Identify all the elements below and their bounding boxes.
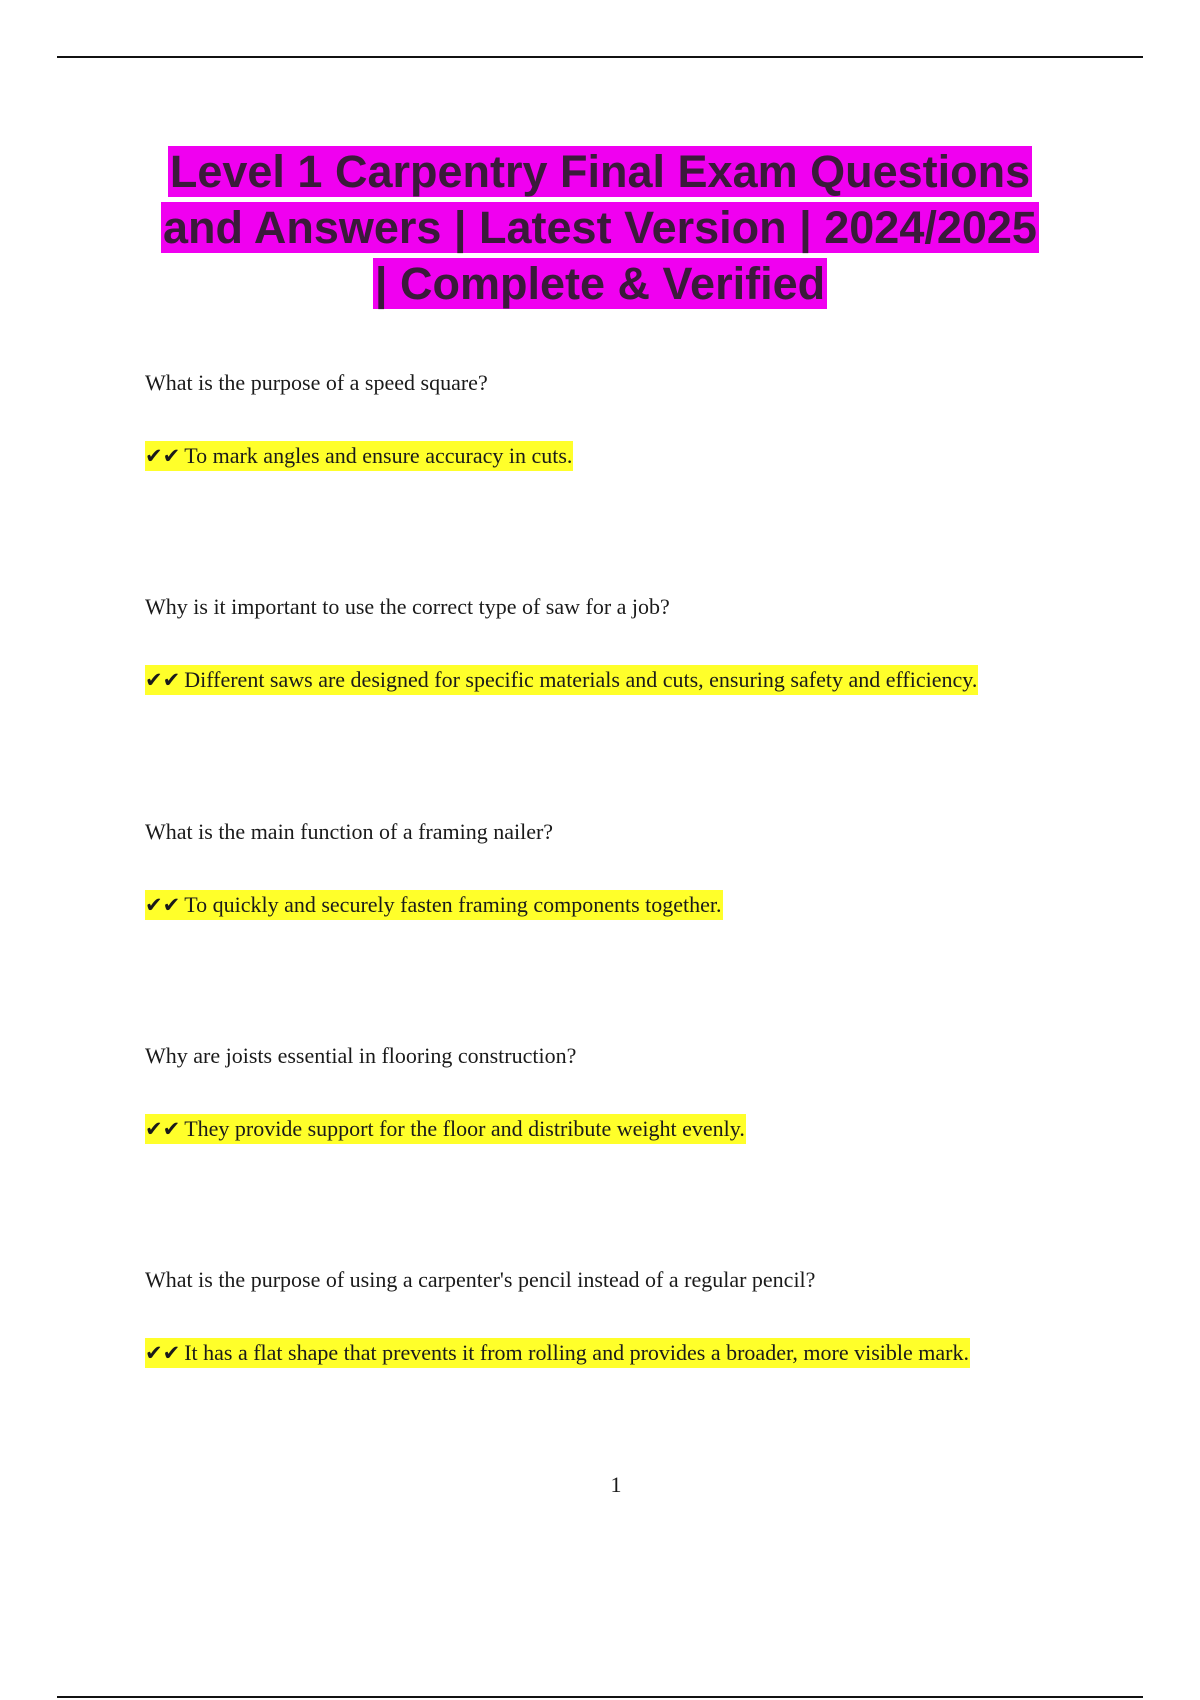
- double-check-icon: ✔✔: [145, 893, 181, 917]
- answer-text: They provide support for the floor and distribute weight evenly.: [184, 1116, 745, 1141]
- bottom-rule: [57, 1696, 1143, 1698]
- qa-item: [145, 1266, 1095, 1365]
- double-check-icon: ✔✔: [145, 1341, 181, 1365]
- double-check-icon: ✔✔: [145, 444, 181, 468]
- document-title: [110, 144, 1090, 312]
- qa-item: [145, 818, 1095, 917]
- top-rule: [57, 56, 1143, 58]
- answer-line: [145, 1114, 746, 1144]
- qa-item: [145, 1042, 1095, 1141]
- title-line-1: Level 1 Carpentry Final Exam Questions: [169, 146, 1031, 197]
- qa-item: [145, 369, 1095, 468]
- title-line-2: and Answers | Latest Version | 2024/2025: [163, 202, 1037, 253]
- title-line-3: | Complete & Verified: [374, 258, 826, 309]
- answer-text: To mark angles and ensure accuracy in cuts.: [184, 443, 573, 468]
- qa-item: [145, 593, 1095, 692]
- answer-text: It has a flat shape that prevents it from rolling and provides a broader, more visible mark.: [184, 1340, 969, 1365]
- answer-text: Different saws are designed for specific materials and cuts, ensuring safety and efficiency.: [184, 667, 978, 692]
- question-text: Why are joists essential in flooring construction?: [145, 1043, 577, 1068]
- answer-line: [145, 890, 723, 920]
- question-text: What is the main function of a framing nailer?: [145, 819, 554, 844]
- answer-line: [145, 665, 978, 695]
- question-text: Why is it important to use the correct type of saw for a job?: [145, 594, 670, 619]
- answer-line: [145, 441, 573, 471]
- question-text: What is the purpose of using a carpenter's pencil instead of a regular pencil?: [145, 1267, 816, 1292]
- double-check-icon: ✔✔: [145, 1117, 181, 1141]
- question-text: What is the purpose of a speed square?: [145, 370, 488, 395]
- answer-text: To quickly and securely fasten framing components together.: [184, 892, 722, 917]
- page-number: 1: [610, 1472, 622, 1497]
- answer-line: [145, 1338, 970, 1368]
- double-check-icon: ✔✔: [145, 668, 181, 692]
